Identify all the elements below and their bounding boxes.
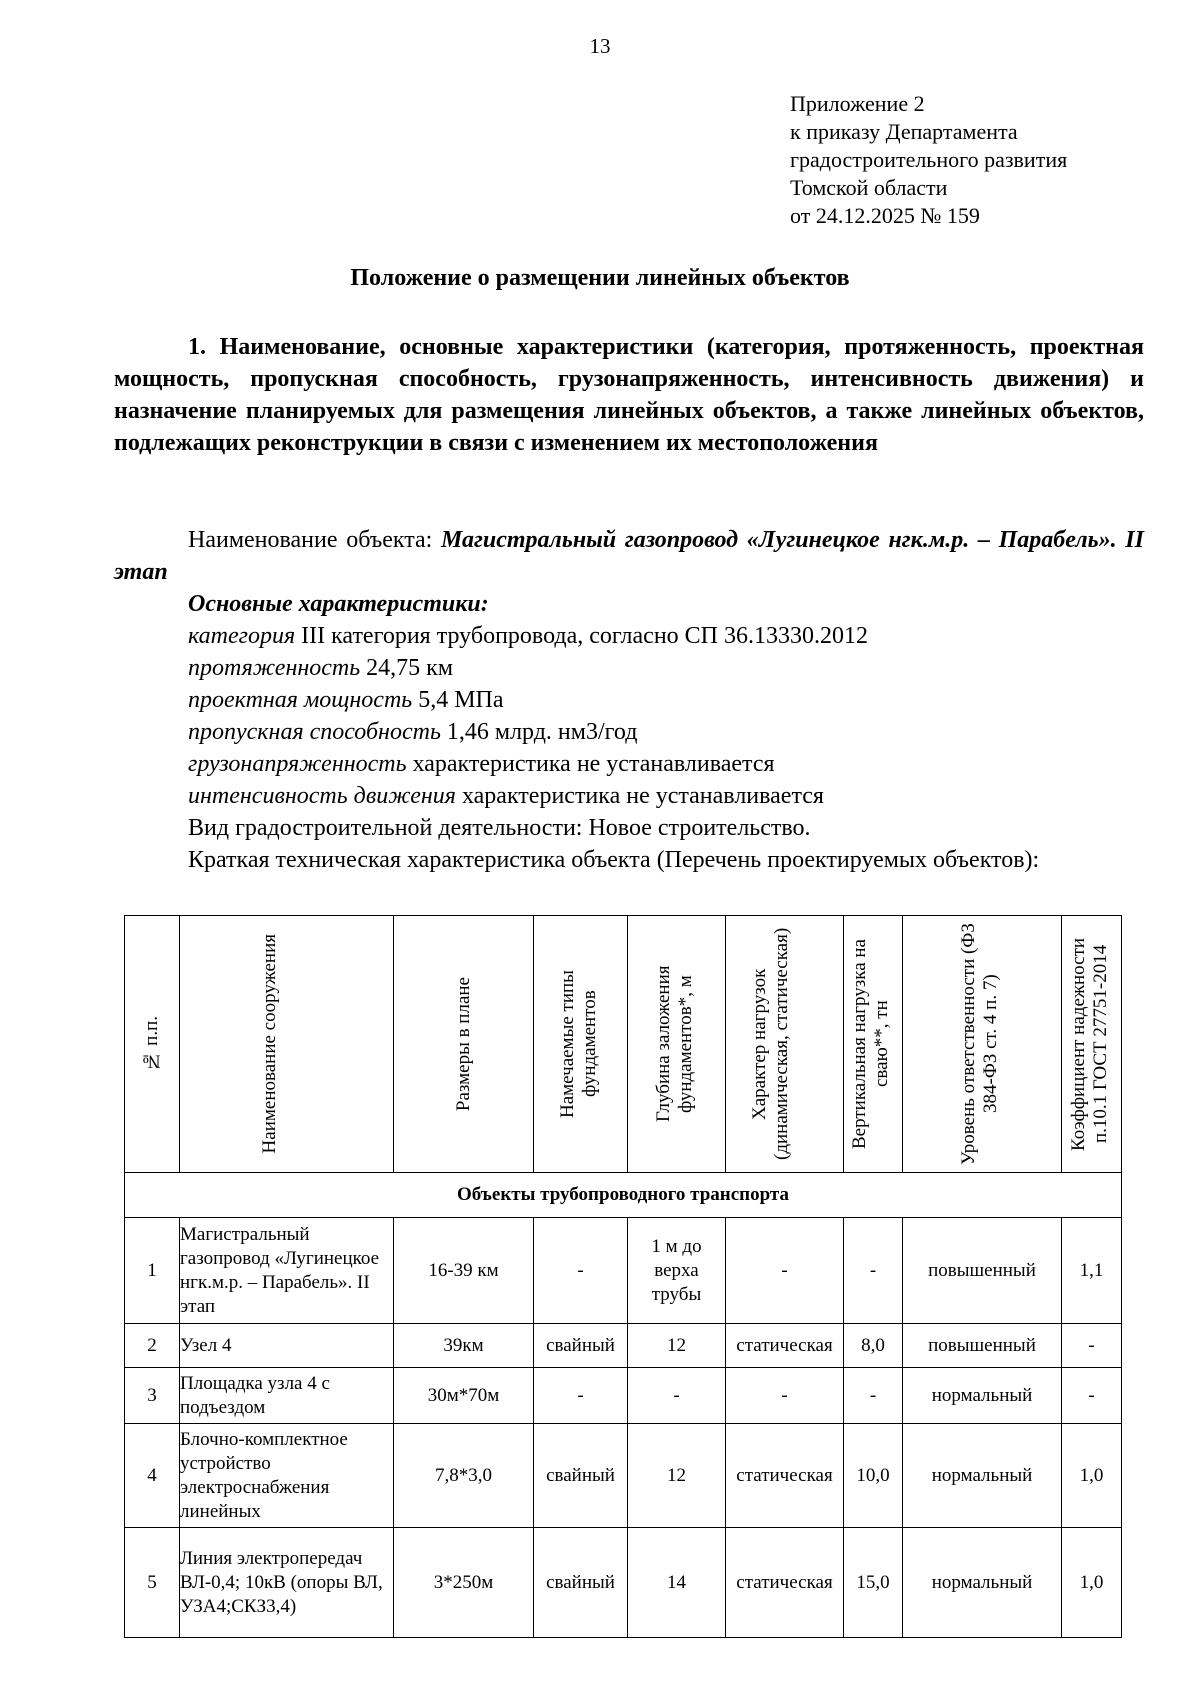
table-cell: статическая bbox=[726, 1528, 844, 1638]
column-header: Коэффициент надежности п.10.1 ГОСТ 27751-2014 bbox=[1062, 916, 1122, 1173]
table-cell: Магистральный газопровод «Лугинецкое нгк.м.р. – Парабель». II этап bbox=[180, 1218, 394, 1324]
table-cell: 39км bbox=[394, 1324, 534, 1368]
characteristic-label: грузонапряженность bbox=[188, 751, 407, 777]
characteristic-value: III категория трубопровода, согласно СП 36.13330.2012 bbox=[295, 623, 868, 649]
object-name: Магистральный газопровод «Лугинецкое нгк.м.р. – Парабель». II этап bbox=[114, 527, 1144, 585]
table-cell: повышенный bbox=[903, 1218, 1062, 1324]
table-cell: - bbox=[726, 1368, 844, 1424]
table-row bbox=[125, 1218, 1122, 1324]
characteristic-line bbox=[188, 620, 1144, 652]
characteristic-line bbox=[188, 780, 1144, 812]
characteristic-value: 1,46 млрд. нм3/год bbox=[440, 719, 638, 745]
table-row bbox=[125, 1424, 1122, 1528]
column-header: Характер нагрузок (динамическая, статическая) bbox=[726, 916, 844, 1173]
table-cell: нормальный bbox=[903, 1368, 1062, 1424]
table-cell: Узел 4 bbox=[180, 1324, 394, 1368]
column-header: Вертикальная нагрузка на сваю**, тн bbox=[844, 916, 903, 1173]
appendix-line: к приказу Департамента bbox=[790, 119, 1018, 144]
table-row bbox=[125, 1368, 1122, 1424]
table-cell: свайный bbox=[534, 1424, 628, 1528]
table-cell: - bbox=[844, 1218, 903, 1324]
characteristic-label: пропускная способность bbox=[188, 719, 441, 745]
table-cell: 1,0 bbox=[1062, 1424, 1122, 1528]
table-cell: 1 м до верха трубы bbox=[628, 1218, 726, 1324]
appendix-line: от 24.12.2025 № 159 bbox=[790, 203, 980, 228]
table-cell: 5 bbox=[125, 1528, 180, 1638]
characteristic-line bbox=[188, 684, 1144, 716]
characteristic-label: категория bbox=[188, 623, 296, 649]
main-characteristics-label: Основные характеристики: bbox=[188, 591, 489, 617]
characteristic-value: характеристика не устанавливается bbox=[406, 751, 775, 777]
table-group-row bbox=[125, 1173, 1122, 1218]
table-cell: 1,0 bbox=[1062, 1528, 1122, 1638]
table-cell: - bbox=[726, 1218, 844, 1324]
table-cell: 10,0 bbox=[844, 1424, 903, 1528]
table-cell: Линия электропередач ВЛ-0,4; 10кВ (опоры ВЛ, УЗА4;СКЗ3,4) bbox=[180, 1528, 394, 1638]
table-cell: 1 bbox=[125, 1218, 180, 1324]
table-cell: 8,0 bbox=[844, 1324, 903, 1368]
table-cell: 7,8*3,0 bbox=[394, 1424, 534, 1528]
table-cell: статическая bbox=[726, 1424, 844, 1528]
column-header: Глубина заложения фундаментов*, м bbox=[628, 916, 726, 1173]
characteristic-label: интенсивность движения bbox=[188, 783, 456, 809]
table-cell: - bbox=[534, 1368, 628, 1424]
column-header: № п.п. bbox=[125, 916, 180, 1173]
table-cell: - bbox=[844, 1368, 903, 1424]
table-cell: 16-39 км bbox=[394, 1218, 534, 1324]
characteristic-value: 24,75 км bbox=[360, 655, 454, 681]
characteristic-value: 5,4 МПа bbox=[412, 687, 504, 713]
appendix-line: Томской области bbox=[790, 175, 948, 200]
object-name-paragraph bbox=[114, 524, 1144, 588]
characteristic-label: протяженность bbox=[188, 655, 361, 681]
appendix-block bbox=[790, 90, 1067, 230]
document-title: Положение о размещении линейных объектов bbox=[350, 265, 850, 291]
table-cell: - bbox=[1062, 1324, 1122, 1368]
table-cell: 30м*70м bbox=[394, 1368, 534, 1424]
table-cell: 15,0 bbox=[844, 1528, 903, 1638]
table-cell: нормальный bbox=[903, 1528, 1062, 1638]
column-header: Наименование сооружения bbox=[180, 916, 394, 1173]
column-header: Намечаемые типы фундаментов bbox=[534, 916, 628, 1173]
characteristic-label: проектная мощность bbox=[188, 687, 413, 713]
characteristic-line bbox=[188, 748, 1144, 780]
characteristics-block bbox=[114, 588, 1144, 844]
characteristic-line bbox=[188, 652, 1144, 684]
column-header: Уровень ответственности (ФЗ 384-ФЗ ст. 4 п. 7) bbox=[903, 916, 1062, 1173]
table-cell: - bbox=[534, 1218, 628, 1324]
appendix-line: Приложение 2 bbox=[790, 91, 925, 116]
table-cell: 2 bbox=[125, 1324, 180, 1368]
column-header: Размеры в плане bbox=[394, 916, 534, 1173]
brief-description: Краткая техническая характеристика объекта (Перечень проектируемых объектов): bbox=[188, 847, 1040, 873]
page-number: 13 bbox=[589, 34, 611, 58]
appendix-line: градостроительного развития bbox=[790, 147, 1068, 172]
objects-table bbox=[124, 915, 1122, 1638]
table-row bbox=[125, 1528, 1122, 1638]
table-header-row bbox=[125, 916, 1122, 1173]
table-cell: Блочно-комплектное устройство электроснабжения линейных bbox=[180, 1424, 394, 1528]
characteristic-line bbox=[188, 716, 1144, 748]
table-cell: 3 bbox=[125, 1368, 180, 1424]
table-cell: 14 bbox=[628, 1528, 726, 1638]
section-heading: 1. Наименование, основные характеристики (категория, протяженность, проектная мощность, пропускная способность, грузонапряженность, интенсивность движения) и назначение планируемых для размещения линейных объектов, а также линейных объектов, подлежащих реконструкции в связи с изменением их местоположения bbox=[114, 334, 1144, 456]
characteristic-value: характеристика не устанавливается bbox=[455, 783, 824, 809]
object-label: Наименование объекта: bbox=[188, 527, 442, 553]
table-cell: свайный bbox=[534, 1528, 628, 1638]
table-cell: Площадка узла 4 с подъездом bbox=[180, 1368, 394, 1424]
table-cell: - bbox=[1062, 1368, 1122, 1424]
table-cell: статическая bbox=[726, 1324, 844, 1368]
activity-type: Вид градостроительной деятельности: Новое строительство. bbox=[188, 815, 811, 841]
table-cell: 4 bbox=[125, 1424, 180, 1528]
table-cell: повышенный bbox=[903, 1324, 1062, 1368]
table-cell: 3*250м bbox=[394, 1528, 534, 1638]
group-title: Объекты трубопроводного транспорта bbox=[125, 1173, 1122, 1218]
table-cell: 12 bbox=[628, 1424, 726, 1528]
table-cell: - bbox=[628, 1368, 726, 1424]
table-cell: 12 bbox=[628, 1324, 726, 1368]
table-row bbox=[125, 1324, 1122, 1368]
table-cell: 1,1 bbox=[1062, 1218, 1122, 1324]
table-cell: нормальный bbox=[903, 1424, 1062, 1528]
table-cell: свайный bbox=[534, 1324, 628, 1368]
